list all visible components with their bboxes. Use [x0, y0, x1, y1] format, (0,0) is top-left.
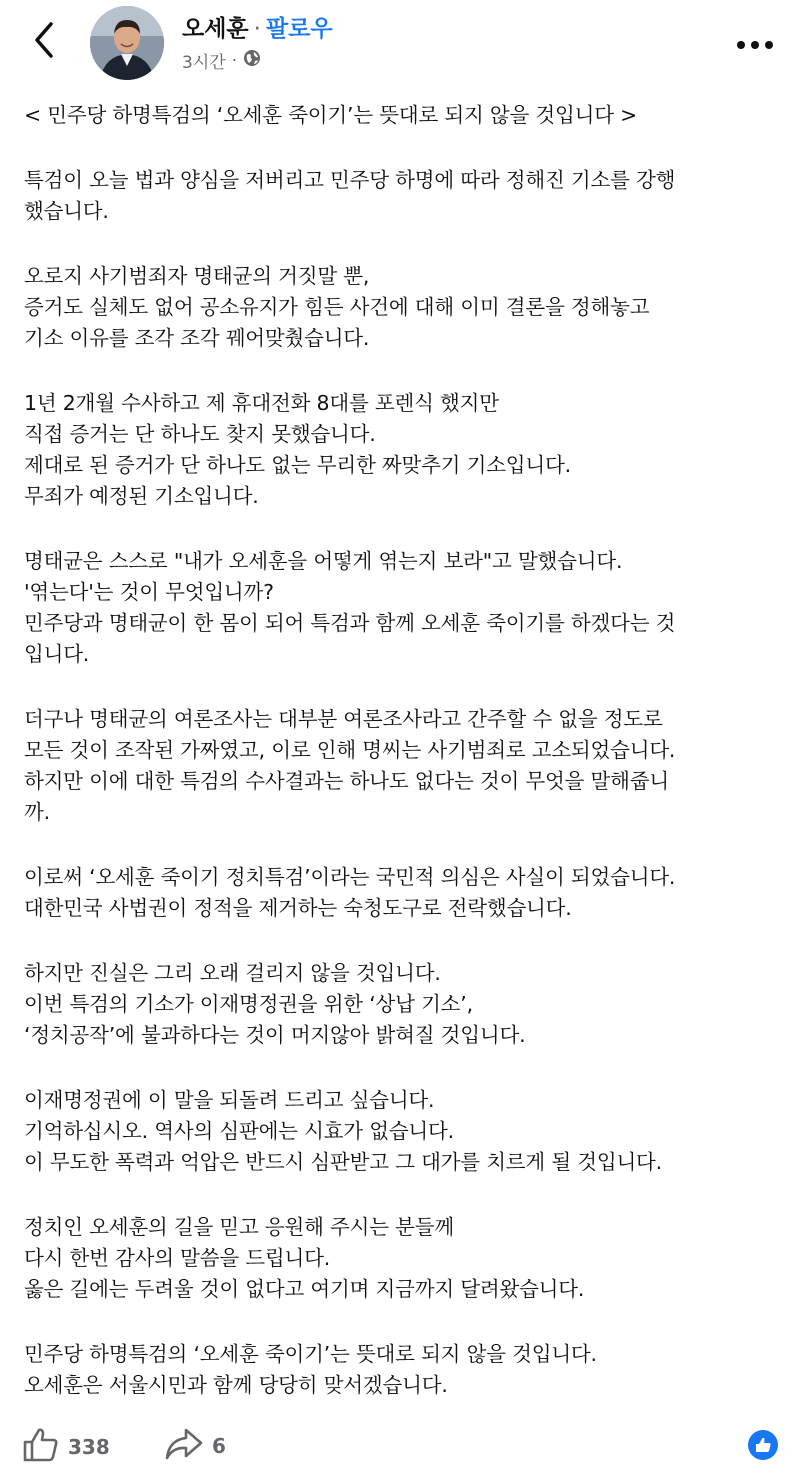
author-line	[182, 10, 333, 42]
post-text-line: ‘정치공작’에 불과하다는 것이 머지않아 밝혀질 것입니다.	[24, 1023, 526, 1047]
chevron-left-icon	[31, 20, 57, 64]
post-header	[0, 0, 800, 90]
avatar[interactable]	[90, 6, 164, 80]
post-text-line: 제대로 된 증거가 단 하나도 없는 무리한 짜맞추기 기소입니다.	[24, 453, 571, 477]
post-text-line: 입니다.	[24, 642, 90, 666]
post-text-line: 무죄가 예정된 기소입니다.	[24, 484, 259, 508]
post-text-line: 옳은 길에는 두려울 것이 없다고 여기며 지금까지 달려왔습니다.	[24, 1277, 585, 1301]
post-text-line: 직접 증거는 단 하나도 찾지 못했습니다.	[24, 422, 376, 446]
post-paragraph	[24, 546, 780, 670]
post-paragraph	[24, 388, 780, 512]
post-text-line: 오로지 사기범죄자 명태균의 거짓말 뿐,	[24, 264, 370, 288]
meta-separator: ·	[231, 50, 238, 71]
post-body	[24, 100, 780, 1435]
post-paragraph	[24, 862, 780, 924]
post-text-line: 명태균은 스스로 "내가 오세훈을 어떻게 엮는지 보라"고 말했습니다.	[24, 549, 623, 573]
post-text-line: 기소 이유를 조각 조각 꿰어맞췄습니다.	[24, 326, 370, 350]
more-horizontal-icon	[735, 35, 775, 54]
post-text-line: 민주당 하명특검의 ‘오세훈 죽이기’는 뜻대로 되지 않을 것입니다.	[24, 1342, 597, 1366]
post-text-line: '엮는다'는 것이 무엇입니까?	[24, 580, 274, 604]
share-arrow-icon	[164, 1426, 204, 1466]
post-time[interactable]: 3시간	[182, 53, 226, 73]
post-text-line: 이재명정권에 이 말을 되돌려 드리고 싶습니다.	[24, 1088, 435, 1112]
share-button[interactable]	[164, 1426, 226, 1466]
post-text-line: 대한민국 사법권이 정적을 제거하는 숙청도구로 전락했습니다.	[24, 896, 572, 920]
share-count: 6	[212, 1434, 226, 1458]
post-paragraph	[24, 704, 780, 828]
author-name[interactable]: 오세훈	[182, 16, 249, 42]
post-text-line: 까.	[24, 800, 50, 824]
post-text-line: 정치인 오세훈의 길을 믿고 응원해 주시는 분들께	[24, 1215, 454, 1239]
post-text-line: 기억하십시오. 역사의 심판에는 시효가 없습니다.	[24, 1119, 454, 1143]
post-paragraph	[24, 1339, 780, 1401]
more-options-button[interactable]	[730, 24, 780, 64]
back-button[interactable]	[22, 18, 66, 66]
like-count: 338	[68, 1435, 110, 1459]
post-paragraph	[24, 1085, 780, 1178]
post-actions	[0, 1422, 800, 1472]
post-text-line: 다시 한번 감사의 말씀을 드립니다.	[24, 1246, 331, 1270]
globe-icon	[243, 49, 261, 72]
post-text-line: 했습니다.	[24, 199, 109, 223]
post-text-line: 이번 특검의 기소가 이재명정권을 위한 ‘상납 기소’,	[24, 992, 473, 1016]
post-text-line: 하지만 진실은 그리 오래 걸리지 않을 것입니다.	[24, 961, 441, 985]
post-text-line: 특검이 오늘 법과 양심을 저버리고 민주당 하명에 따라 정해진 기소를 강행	[24, 168, 676, 192]
post-text-line: 이 무도한 폭력과 억압은 반드시 심판받고 그 대가를 치르게 될 것입니다.	[24, 1150, 662, 1174]
like-reaction-icon[interactable]	[748, 1430, 778, 1460]
post-paragraph	[24, 261, 780, 354]
post-text-line: 증거도 실체도 없어 공소유지가 힘든 사건에 대해 이미 결론을 정해놓고	[24, 295, 650, 319]
separator-dot: ·	[253, 16, 261, 42]
post-title	[24, 100, 780, 131]
like-button[interactable]	[22, 1426, 110, 1468]
post-text-line: < 민주당 하명특검의 ‘오세훈 죽이기’는 뜻대로 되지 않을 것입니다 >	[24, 103, 638, 127]
post-paragraph	[24, 958, 780, 1051]
follow-button[interactable]: 팔로우	[265, 16, 333, 42]
post-text-line: 하지만 이에 대한 특검의 수사결과는 하나도 없다는 것이 무엇을 말해줍니	[24, 769, 669, 793]
thumbs-up-icon	[22, 1426, 60, 1468]
post-text-line: 모든 것이 조작된 가짜였고, 이로 인해 명씨는 사기범죄로 고소되었습니다.	[24, 738, 676, 762]
post-paragraph	[24, 165, 780, 227]
post-text-line: 1년 2개월 수사하고 제 휴대전화 8대를 포렌식 했지만	[24, 391, 499, 415]
post-text-line: 이로써 ‘오세훈 죽이기 정치특검’이라는 국민적 의심은 사실이 되었습니다.	[24, 865, 676, 889]
post-text-line: 민주당과 명태균이 한 몸이 되어 특검과 함께 오세훈 죽이기를 하겠다는 것	[24, 611, 676, 635]
post-meta	[182, 48, 261, 73]
post-text-line: 더구나 명태균의 여론조사는 대부분 여론조사라고 간주할 수 없을 정도로	[24, 707, 663, 731]
post-paragraph	[24, 1212, 780, 1305]
post-text-line: 오세훈은 서울시민과 함께 당당히 맞서겠습니다.	[24, 1373, 448, 1397]
